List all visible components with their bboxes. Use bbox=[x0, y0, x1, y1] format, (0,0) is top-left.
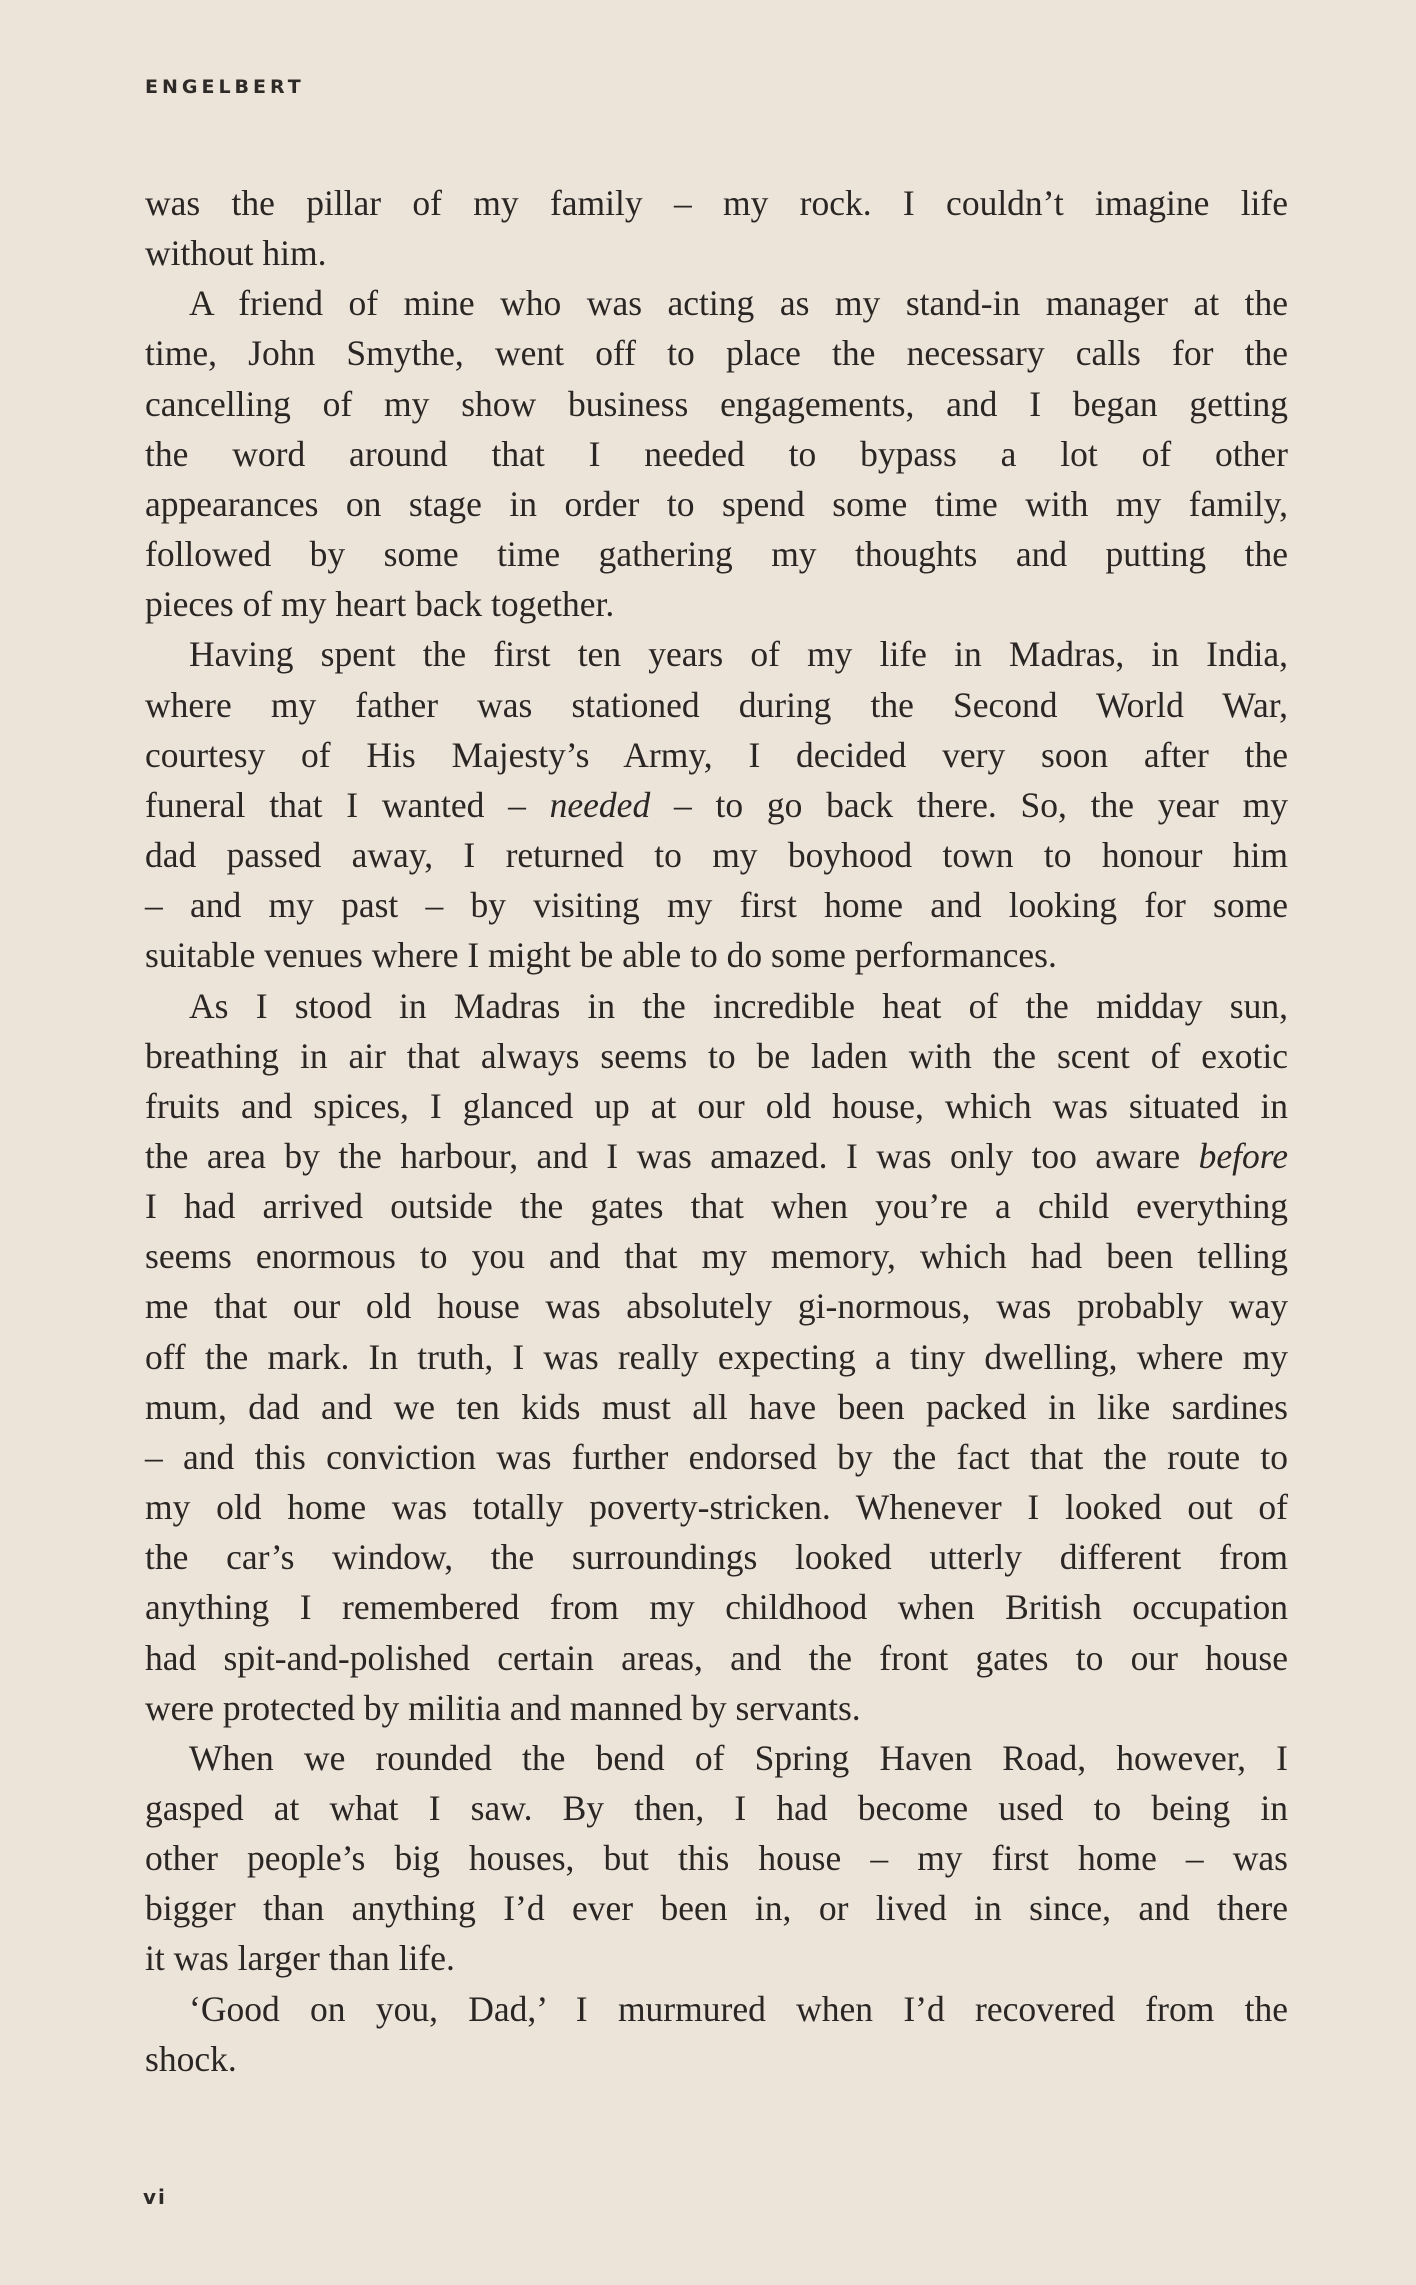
paragraph bbox=[145, 178, 1288, 278]
text-segment: – and this conviction was further endorsed by the fact that the route to bbox=[145, 1436, 1288, 1477]
text-line bbox=[145, 1081, 1288, 1131]
text-line bbox=[145, 1482, 1288, 1532]
text-line bbox=[145, 1281, 1288, 1331]
text-line bbox=[145, 1783, 1288, 1833]
text-line bbox=[145, 830, 1288, 880]
text-line bbox=[145, 1181, 1288, 1231]
text-line bbox=[145, 479, 1288, 529]
text-segment: other people’s big houses, but this house – my first home – was bbox=[145, 1838, 1288, 1879]
text-line bbox=[145, 1131, 1288, 1181]
paragraph bbox=[145, 629, 1288, 980]
text-segment: I had arrived outside the gates that when you’re a child everything bbox=[145, 1186, 1288, 1227]
text-line bbox=[145, 379, 1288, 429]
text-line bbox=[145, 2034, 1288, 2084]
emphasis-text: needed bbox=[549, 784, 651, 825]
text-line bbox=[145, 1231, 1288, 1281]
text-line bbox=[145, 1933, 1288, 1983]
text-line bbox=[145, 328, 1288, 378]
text-segment: gasped at what I saw. By then, I had become used to being in bbox=[145, 1788, 1288, 1828]
text-segment: funeral that I wanted – bbox=[145, 784, 550, 825]
text-line bbox=[145, 730, 1288, 780]
text-line bbox=[145, 1532, 1288, 1582]
text-segment: A friend of mine who was acting as my stand-in manager at the bbox=[189, 283, 1288, 324]
paragraph bbox=[145, 1984, 1288, 2084]
text-segment: seems enormous to you and that my memory, which had been telling bbox=[145, 1236, 1288, 1277]
text-segment: it was larger than life. bbox=[145, 1938, 455, 1979]
text-segment: As I stood in Madras in the incredible heat of the midday sun, bbox=[189, 985, 1288, 1026]
text-segment: bigger than anything I’d ever been in, or lived in since, and there bbox=[145, 1888, 1288, 1929]
text-segment: cancelling of my show business engagements, and I began getting bbox=[145, 383, 1288, 424]
emphasis-text: before bbox=[1198, 1135, 1288, 1176]
text-segment: – and my past – by visiting my first home and looking for some bbox=[145, 885, 1288, 926]
text-segment: pieces of my heart back together. bbox=[145, 584, 615, 625]
text-line bbox=[145, 1031, 1288, 1081]
text-segment: ‘Good on you, Dad,’ I murmured when I’d recovered from the bbox=[189, 1988, 1288, 2029]
text-segment: fruits and spices, I glanced up at our old house, which was situated in bbox=[145, 1085, 1288, 1126]
text-segment: off the mark. In truth, I was really expecting a tiny dwelling, where my bbox=[145, 1336, 1288, 1377]
paragraph bbox=[145, 1733, 1288, 1984]
text-line bbox=[145, 429, 1288, 479]
text-line bbox=[145, 680, 1288, 730]
text-line bbox=[145, 880, 1288, 930]
text-segment: Having spent the first ten years of my life in Madras, in India, bbox=[189, 634, 1288, 675]
running-head: ENGELBERT bbox=[145, 76, 305, 98]
text-segment: suitable venues where I might be able to do some performances. bbox=[145, 935, 1057, 976]
text-segment: had spit-and-polished certain areas, and the front gates to our house bbox=[145, 1637, 1288, 1678]
text-segment: where my father was stationed during the Second World War, bbox=[145, 684, 1288, 725]
text-segment: were protected by militia and manned by servants. bbox=[145, 1687, 861, 1728]
text-segment: the word around that I needed to bypass a lot of other bbox=[145, 433, 1288, 474]
text-segment: anything I remembered from my childhood when British occupation bbox=[145, 1587, 1288, 1628]
text-line bbox=[145, 278, 1288, 328]
paragraph bbox=[145, 278, 1288, 629]
text-line bbox=[145, 1332, 1288, 1382]
text-line bbox=[145, 228, 1288, 278]
text-segment: courtesy of His Majesty’s Army, I decided very soon after the bbox=[145, 734, 1288, 775]
text-segment: – to go back there. So, the year my bbox=[650, 784, 1288, 825]
text-segment: dad passed away, I returned to my boyhood town to honour him bbox=[145, 835, 1288, 876]
text-line bbox=[145, 1984, 1288, 2034]
paragraph bbox=[145, 981, 1288, 1733]
text-line bbox=[145, 1833, 1288, 1883]
body-text bbox=[145, 178, 1288, 2084]
text-segment: me that our old house was absolutely gi-normous, was probably way bbox=[145, 1286, 1288, 1327]
text-segment: appearances on stage in order to spend some time with my family, bbox=[145, 483, 1288, 524]
text-line bbox=[145, 1432, 1288, 1482]
text-segment: When we rounded the bend of Spring Haven Road, however, I bbox=[189, 1737, 1288, 1778]
text-line bbox=[145, 529, 1288, 579]
text-line bbox=[145, 1382, 1288, 1432]
text-line bbox=[145, 981, 1288, 1031]
page-number: vi bbox=[143, 2185, 167, 2209]
text-line bbox=[145, 1683, 1288, 1733]
text-line bbox=[145, 178, 1288, 228]
text-segment: was the pillar of my family – my rock. I couldn’t imagine life bbox=[145, 183, 1288, 223]
text-segment: followed by some time gathering my thoughts and putting the bbox=[145, 534, 1288, 575]
text-line bbox=[145, 1883, 1288, 1933]
text-line bbox=[145, 1582, 1288, 1632]
text-line bbox=[145, 1733, 1288, 1783]
text-line bbox=[145, 1633, 1288, 1683]
text-line bbox=[145, 930, 1288, 980]
text-line bbox=[145, 579, 1288, 629]
text-segment: mum, dad and we ten kids must all have been packed in like sardines bbox=[145, 1386, 1288, 1427]
text-segment: shock. bbox=[145, 2038, 237, 2079]
text-segment: the area by the harbour, and I was amazed. I was only too aware bbox=[145, 1135, 1199, 1176]
text-segment: breathing in air that always seems to be laden with the scent of exotic bbox=[145, 1035, 1288, 1076]
text-segment: the car’s window, the surroundings looked utterly different from bbox=[145, 1537, 1288, 1578]
text-line bbox=[145, 780, 1288, 830]
text-segment: my old home was totally poverty-stricken. Whenever I looked out of bbox=[145, 1487, 1288, 1528]
text-line bbox=[145, 629, 1288, 679]
text-segment: time, John Smythe, went off to place the necessary calls for the bbox=[145, 333, 1288, 374]
text-segment: without him. bbox=[145, 233, 327, 274]
